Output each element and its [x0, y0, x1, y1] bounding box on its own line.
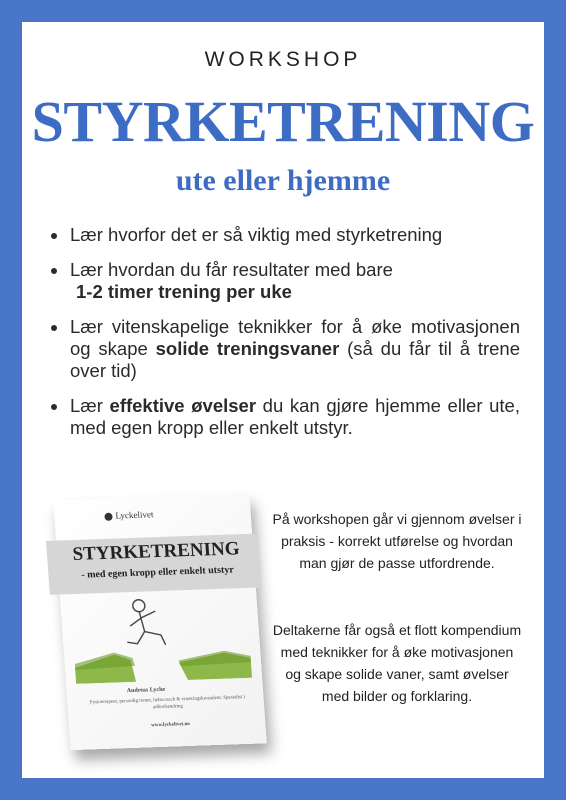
bullet-text: (så du får til å trene over tid) — [70, 338, 520, 381]
bullet-emphasis: 1-2 timer trening per uke — [76, 281, 292, 302]
bullet-icon — [51, 233, 57, 239]
workshop-description: På workshopen går vi gjennom øvelser i praksis - korrekt utførelse og hvordan man gjør de passe utfordrende. — [272, 511, 522, 571]
bullet-text: Lær vitenskapelige teknikker for å øke motivasjonen og skape — [70, 316, 520, 359]
page-title: STYRKETRENING — [31, 89, 535, 154]
list-item — [50, 259, 520, 303]
list-item — [50, 395, 520, 439]
page-subtitle: ute eller hjemme — [175, 164, 391, 197]
book-url: www.lyckelivet.no — [151, 721, 191, 729]
bullet-icon — [51, 268, 57, 274]
book-subtitle: - med egen kropp eller enkelt utstyr — [80, 564, 235, 581]
eyebrow-label: WORKSHOP — [204, 48, 362, 71]
book-description: Fysioterapeut, personlig trener, helsecoach & ernæringskonsulent. Spesialist i adferdsendring — [89, 695, 246, 711]
benefit-list — [50, 224, 520, 452]
bullet-text: Lær hvordan du får resultater med bare — [70, 259, 393, 280]
book-logo — [104, 509, 154, 521]
book-title: STYRKETRENING — [71, 538, 241, 566]
bullet-icon — [51, 404, 57, 410]
flyer-sheet — [22, 22, 544, 778]
jumping-figure-illustration — [70, 592, 252, 684]
bullet-text: Lær — [70, 395, 110, 416]
book-cover-image — [53, 494, 266, 750]
book-logo-text: Lyckelivet — [115, 509, 154, 521]
logo-icon — [104, 513, 113, 521]
compendium-description: Deltakerne får også et flott kompendium med teknikker for å øke motivasjonen og skape solide vaner, samt øvelser med bilder og forklaring. — [272, 622, 522, 704]
list-item — [50, 316, 520, 382]
bullet-emphasis: solide treningsvaner — [155, 338, 340, 359]
bullet-emphasis: effektive øvelser — [109, 395, 257, 416]
bullet-text: Lær hvorfor det er så viktig med styrketrening — [70, 224, 443, 245]
bullet-text: du kan gjøre hjemme eller ute, med egen kropp eller enkelt utstyr. — [70, 395, 520, 438]
list-item — [50, 224, 520, 246]
book-author: Andreas Lyche — [126, 686, 166, 695]
bullet-icon — [51, 325, 57, 331]
